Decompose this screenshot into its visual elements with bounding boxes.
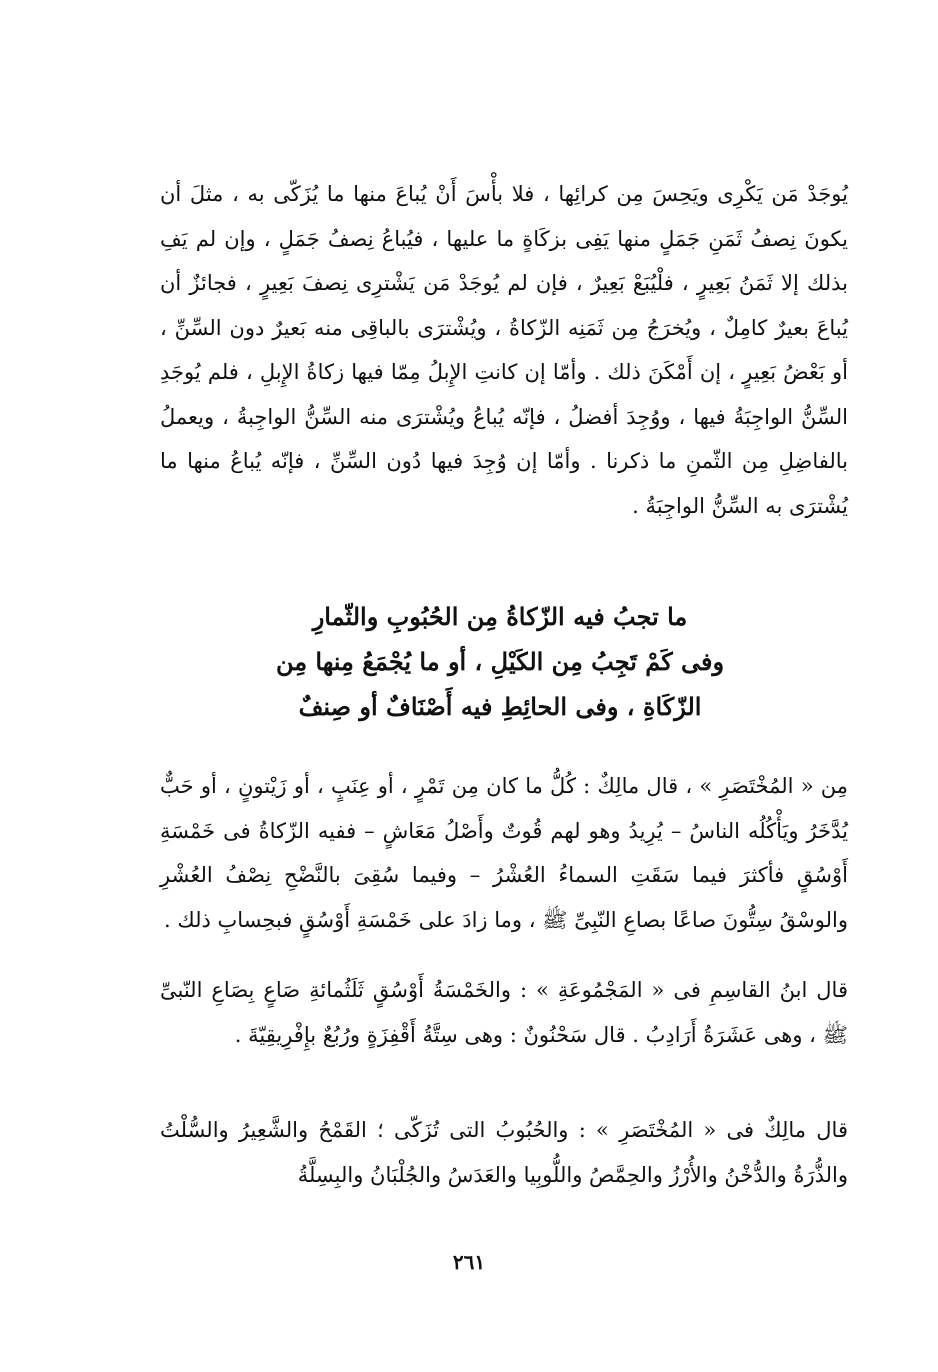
heading-line-2: وفى كَمْ تَجِبُ مِن الكَيْلِ ، أو ما يُجْمَعُ مِنها مِن	[275, 647, 725, 676]
heading-line-1: ما تجبُ فيه الزّكاةُ مِن الحُبُوبِ والثّمارِ	[312, 602, 688, 631]
paragraph-grains-list: قال مالِكٌ فى « المُخْتَصَرِ » : والحُبُوبُ التى تُزَكّى ؛ القَمْحُ والشَّعِيرُ والسُّلْتُ والذُّرَةُ والدُّخْنُ والأُرْزُ والحِمَّصُ واللُّوبِيا والعَدَسُ والجُلْبَانُ والبِسِلَّةُ	[160, 1118, 848, 1187]
paragraph-ibn-alqasim: قال ابنُ القاسِمِ فى « المَجْمُوعَةِ » : والخَمْسَةُ أَوْسُقٍ ثَلَثُمائةِ صَاعٍ بِصَاعِ النّبىِّ ﷺ ، وهى عَشَرَةُ أَرَادِبُ . قال سَحْنُونٌ : وهى سِتَّةُ أَقْفِزَةٍ ورُبُعٌ بإِفْرِيقِيّةَ .	[160, 978, 848, 1047]
page-number: ٢٦١	[452, 1250, 486, 1274]
section-heading	[200, 594, 800, 729]
paragraph-camels-zakat: يُوجَدْ مَن يَكْرِى ويَحِسَ مِن كرائِها ، فلا بأْسَ أَنْ يُباعَ منها ما يُزَكّى به ، مثلَ أن يكونَ نِصفُ ثَمَنِ جَمَلٍ منها يَفِى بزكَاةٍ ما عليها ، فيُباعُ نِصفُ جَمَلٍ ، وإن لم يَفِ بذلك إلا ثَمَنُ بَعِيرٍ ، فلْيُبَعْ بَعِيرٌ ، فإن لم يُوجَدْ مَن يَشْترِى نِصفَ بَعِيرٍ ، فجائزٌ أن يُباعَ بعيرٌ كامِلٌ ، ويُخرَجُ مِن ثَمَنِه الزّكاةُ ، ويُشْترَى بالباقِى منه بَعيرٌ دون السِّنِّ ، أو بَعْضُ بَعِيرٍ ، إن أَمْكَنَ ذلك . وأمّا إن كانتِ الإِبلُ مِمّا فيها زكاةُ الإِبلِ ، فلم يُوجَدِ السِّنُّ الواجِبَةُ فيها ، ووُجِدَ أفضلُ ، فإنّه يُباعُ ويُشْترَى منه السِّنُّ الواجِبةُ ، ويعملُ بالفاضِلِ مِن الثّمنِ ما ذكرنا . وأمّا إن وُجِدَ فيها دُون السِّنِّ ، فإنّه يُباعُ منها ما يُشْترَى به السِّنُّ الواجِبَةُ .	[160, 182, 848, 518]
heading-line-3: الزّكَاةِ ، وفى الحائِطِ فيه أَصْنَافٌ أو صِنفٌ	[298, 692, 702, 721]
paragraph-mukhtasar-malik: مِن « المُخْتَصَرِ » ، قال مالِكٌ : كُلُّ ما كان مِن تَمْرٍ ، أو عِنَبٍ ، أو زَيْتونٍ ، أو حَبٌّ يُدَّخَرُ ويَأْكُلُه الناسُ – يُرِيدُ وهو لهم قُوتٌ وأَصْلُ مَعَاشٍ – ففيه الزّكاةُ فى خَمْسَةِ أَوْسُقٍ فأكثرَ فيما سَقَتِ السماءُ العُشْرُ – وفيما سُقِىَ بالنَّضْحِ نِصْفُ العُشْرِ والوسْقُ سِتُّونَ صاعًا بصاعِ النّبِىِّ ﷺ ، وما زادَ على خَمْسَةِ أَوْسُقٍ فبحِسابِ ذلك .	[160, 774, 848, 932]
